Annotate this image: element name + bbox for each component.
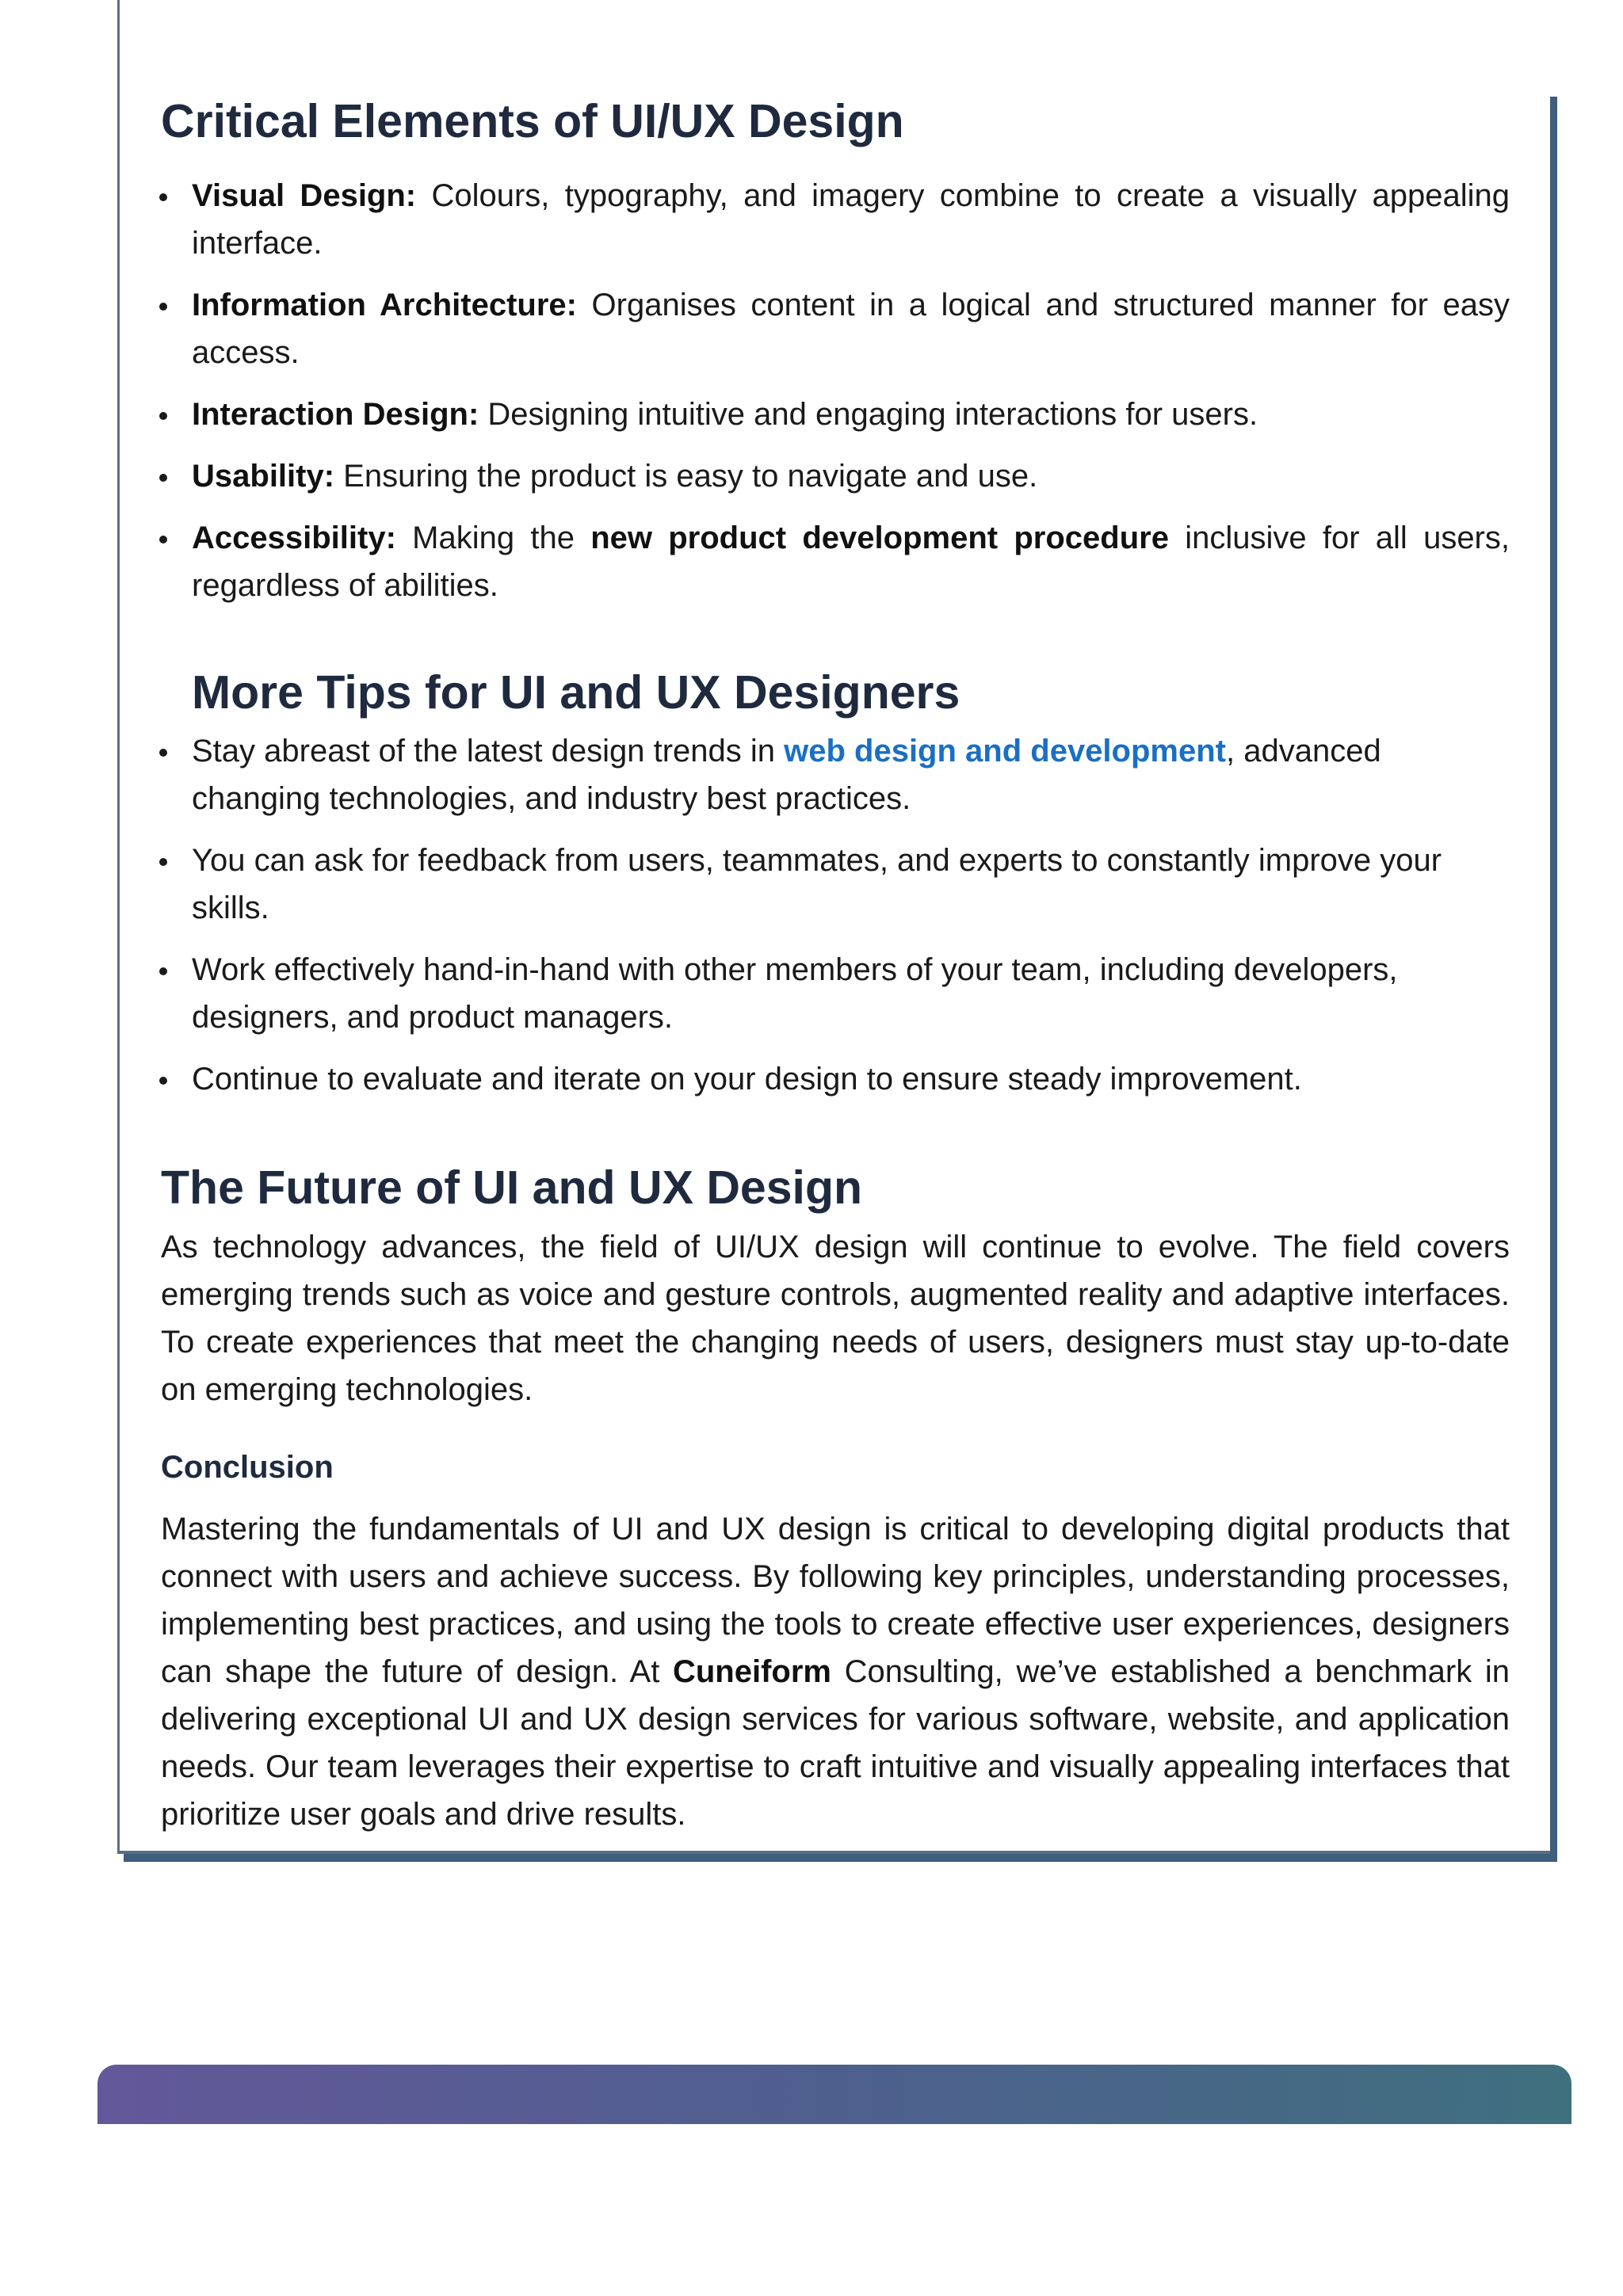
list-item bbox=[161, 281, 1510, 376]
list-item bbox=[161, 514, 1510, 609]
list-item bbox=[161, 946, 1510, 1041]
section-heading-critical-elements: Critical Elements of UI/UX Design bbox=[161, 95, 904, 147]
list-item-term: Information Architecture: bbox=[192, 287, 577, 322]
list-item bbox=[161, 1055, 1510, 1103]
article-content bbox=[161, 93, 1510, 1838]
list-item bbox=[161, 727, 1510, 822]
conclusion-text: Mastering the fundamentals of UI and UX design is critical to developing digital products that connect with users and achieve success. By following key principles, understanding processes, implementing best practices, and using the tools to create effective user experiences, designers can shape the future of design. At bbox=[161, 1512, 1510, 1690]
list-item-text: Ensuring the product is easy to navigate and use. bbox=[334, 458, 1038, 494]
tips-list bbox=[161, 727, 1510, 1103]
list-item-text: Colours, typography, and imagery combine to create a visually appealing interface. bbox=[192, 177, 1510, 261]
list-item-text: Continue to evaluate and iterate on your design to ensure steady improvement. bbox=[192, 1061, 1302, 1097]
list-item-term: Visual Design: bbox=[192, 177, 417, 213]
critical-elements-list bbox=[161, 172, 1510, 609]
list-item bbox=[161, 452, 1510, 500]
conclusion-text: Consulting, we’ve established a benchmark in delivering exceptional UI and UX design services for various software, website, and application needs. Our team leverages their expertise to craft intuitive and visually appealing interfaces that prioritize user goals and drive results. bbox=[161, 1654, 1510, 1833]
list-item bbox=[161, 837, 1510, 932]
list-item-text: Designing intuitive and engaging interactions for users. bbox=[479, 396, 1258, 432]
future-paragraph: As technology advances, the field of UI/UX design will continue to evolve. The field covers emerging trends such as voice and gesture controls, augmented reality and adaptive interfaces. To create experiences that meet the changing needs of users, designers must stay up-to-date on emerging technologies. bbox=[161, 1230, 1510, 1408]
section-heading-future: The Future of UI and UX Design bbox=[161, 1161, 863, 1214]
list-item bbox=[161, 391, 1510, 438]
list-item-text: , advanced changing technologies, and industry best practices. bbox=[192, 733, 1381, 816]
card-border-bottom bbox=[124, 1854, 1557, 1862]
section-heading-more-tips: More Tips for UI and UX Designers bbox=[192, 666, 960, 719]
footer-gradient-bar bbox=[97, 2065, 1571, 2124]
list-item-term: Usability: bbox=[192, 458, 335, 494]
list-item-text: Work effectively hand-in-hand with other members of your team, including developers, designers, and product managers. bbox=[192, 952, 1398, 1035]
brand-name: Cuneiform bbox=[672, 1654, 831, 1690]
list-item-text: Making the bbox=[395, 520, 591, 555]
list-item-term: Interaction Design: bbox=[192, 396, 479, 432]
conclusion-paragraph bbox=[161, 1505, 1510, 1838]
list-item bbox=[161, 172, 1510, 267]
card-border-right bbox=[1550, 97, 1557, 1862]
list-item-text: Organises content in a logical and structured manner for easy access. bbox=[192, 287, 1510, 370]
list-item-text: Stay abreast of the latest design trends in bbox=[192, 733, 785, 769]
list-item-text: inclusive for all users, regardless of abilities. bbox=[192, 520, 1510, 603]
list-item-term: Accessibility: bbox=[192, 520, 396, 555]
conclusion-heading: Conclusion bbox=[161, 1450, 334, 1486]
list-item-emphasis: new product development procedure bbox=[590, 520, 1169, 555]
web-design-link[interactable]: web design and development bbox=[784, 733, 1226, 769]
list-item-text: You can ask for feedback from users, teammates, and experts to constantly improve your skills. bbox=[192, 842, 1442, 925]
